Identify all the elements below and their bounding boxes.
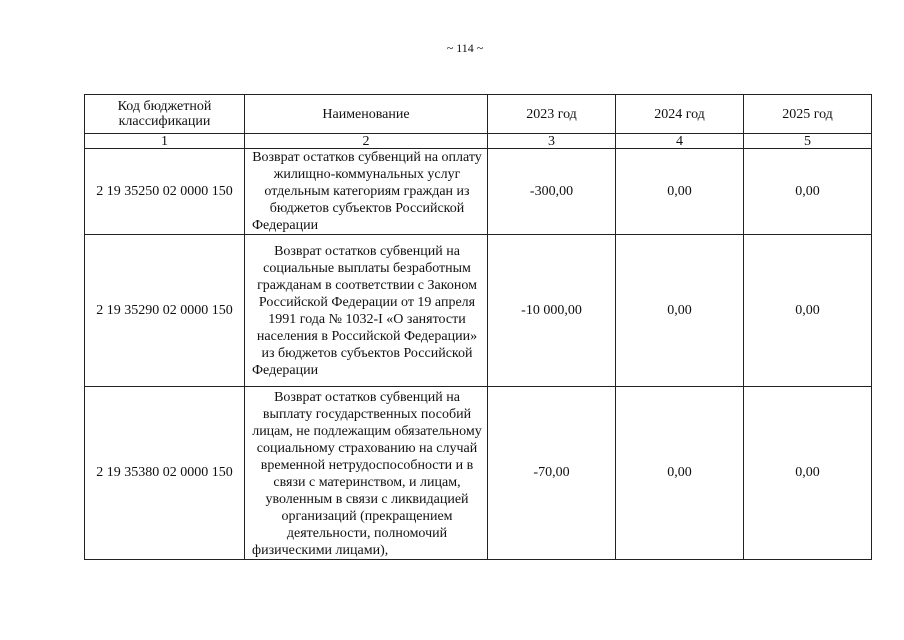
value-2023-cell: -10 000,00 [488, 235, 616, 387]
name-cell [245, 149, 488, 235]
name-text: Возврат остатков субвенций на социальные выплаты безработным гражданам в соответствии с Законом Российской Федерации от 19 апреля 1991 года № 1032-I «О занятости населения в Российской Федерации» из бюджетов субъектов Российской Федерации [252, 243, 478, 378]
value-2023-cell: -300,00 [488, 149, 616, 235]
column-number-row [85, 134, 872, 149]
page-number: ~ 114 ~ [446, 41, 484, 55]
header-year-2025: 2025 год [744, 95, 872, 134]
table-row [85, 387, 872, 560]
budget-code-cell: 2 19 35380 02 0000 150 [85, 387, 245, 560]
name-cell [245, 235, 488, 387]
value-2025-cell: 0,00 [744, 235, 872, 387]
column-number: 2 [245, 134, 488, 149]
header-year-2024: 2024 год [616, 95, 744, 134]
table-header-row [85, 95, 872, 134]
name-text: Возврат остатков субвенций на оплату жилищно-коммунальных услуг отдельным категориям граждан из бюджетов субъектов Российской Федерации [252, 150, 482, 233]
value-2025-cell: 0,00 [744, 149, 872, 235]
value-2023-cell: -70,00 [488, 387, 616, 560]
header-code: Код бюджетной классификации [85, 95, 245, 134]
name-cell [245, 387, 488, 560]
column-number: 3 [488, 134, 616, 149]
table-row [85, 149, 872, 235]
column-number: 5 [744, 134, 872, 149]
value-2024-cell: 0,00 [616, 149, 744, 235]
budget-code-cell: 2 19 35250 02 0000 150 [85, 149, 245, 235]
header-year-2023: 2023 год [488, 95, 616, 134]
name-text: Возврат остатков субвенций на выплату государственных пособий лицам, не подлежащим обязательному социальному страхованию на случай временной нетрудоспособности и в связи с материнством, и лицам, уволенным в связи с ликвидацией организаций (прекращением деятельности, полномочий физическими лицами), [252, 390, 482, 558]
value-2025-cell: 0,00 [744, 387, 872, 560]
value-2024-cell: 0,00 [616, 387, 744, 560]
value-2024-cell: 0,00 [616, 235, 744, 387]
header-name: Наименование [245, 95, 488, 134]
budget-table [84, 94, 872, 560]
table-row [85, 235, 872, 387]
budget-code-cell: 2 19 35290 02 0000 150 [85, 235, 245, 387]
column-number: 1 [85, 134, 245, 149]
column-number: 4 [616, 134, 744, 149]
